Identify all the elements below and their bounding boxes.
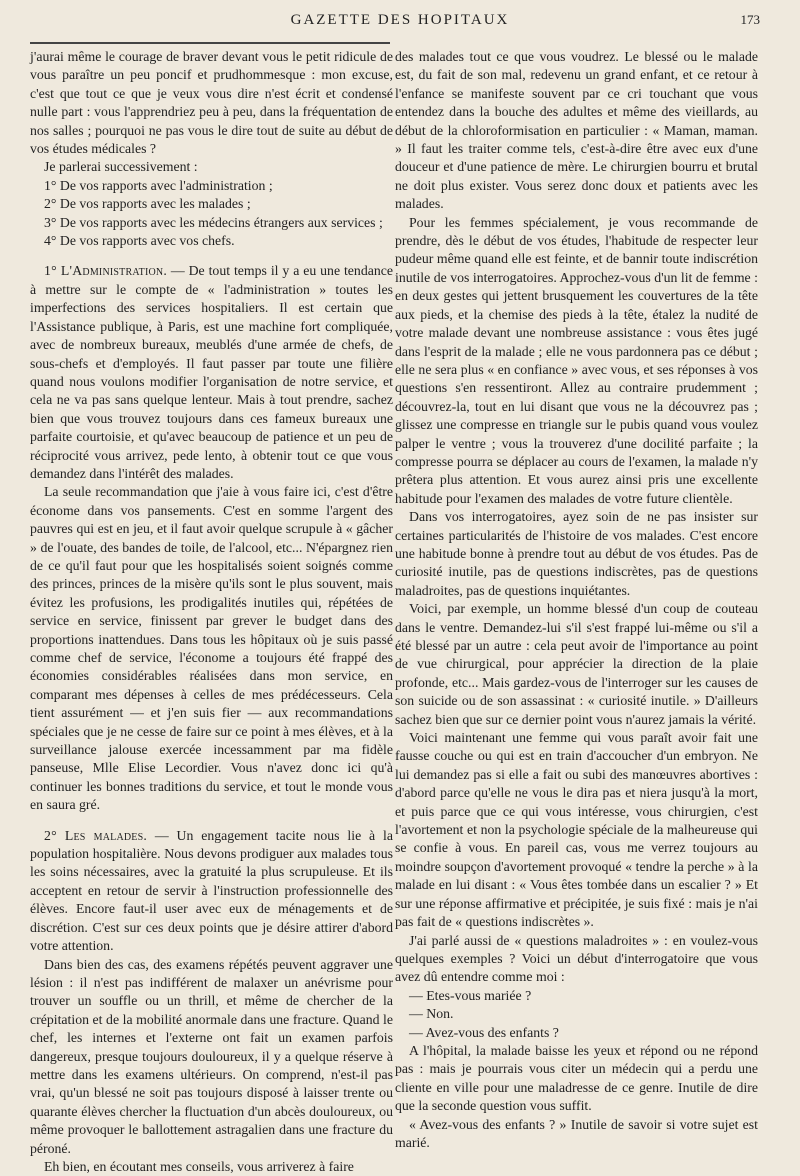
list-item: 1° De vos rapports avec l'administration ; <box>44 177 273 193</box>
dialogue-line: — Etes-vous mariée ? <box>409 987 532 1003</box>
paragraph: La seule recommandation que j'aie à vous faire ici, c'est d'être économe dans vos pansements. C'est en somme l'argent des pauvres qui est en jeu, et il faut avoir quelque scrupule à « gâcher » de l'ouate, des bandes de toile, de l'alcool, etc... N'épargnez rien de ce qu'il faut pour que les hospitalisés soient soignés comme des princes, princes de la misère qu'ils sont le plus souvent, mais évitez les profusions, les prodigalités inutiles qui, répétées de service en service, finissent par grever le budget dans des proportions inattendues. Dans tous les hôpitaux où je suis passé comme chef de service, l'économe a toujours été frappé des économies considérables réalisées dans mon service, en comparant mes dépenses à celles de mes prédécesseurs. Cela tient assurément — et j'en suis fier — aux recommandations spéciales que je ne cesse de faire sur ce point à mes élèves, et à la surveillance jalouse exercée incessamment par ma fidèle panseuse, Mlle Elise Lecordier. Vous n'avez donc ici qu'à continuer les bonnes traditions du service, et tout le monde vous en saura gré. <box>30 484 393 813</box>
paragraph: Dans vos interrogatoires, ayez soin de ne pas insister sur certaines particularités de l'histoire de vos malades. C'est encore une habitude bonne à prendre tout au début de vos études. Pas de curiosité inutile, pas de questions indiscrètes, pas de questions maladroites, pas de questions inquiétantes. <box>395 509 758 598</box>
dialogue-line: — Non. <box>409 1006 454 1022</box>
right-column <box>395 48 758 1152</box>
page-header <box>40 12 760 36</box>
journal-title: GAZETTE DES HOPITAUX <box>290 12 510 28</box>
paragraph: Dans bien des cas, des examens répétés peuvent aggraver une lésion : il n'est pas indifférent de malaxer un anévrisme pour trouver un souffle ou un thrill, et même de chercher de la crépitation et de la mobilité anormale dans une fracture. Quand le chef, les internes et l'externe ont fait un examen parfois dangereux, presque toujours douloureux, il y a quelque réserve à mettre dans les examens ultérieurs. On comprend, n'est-il pas vrai, qu'un blessé ne soit pas toujours disposé à laisser trente ou quarante élèves chercher la fluctuation d'un abcès douloureux, ou même provoquer le ballottement astragalien dans une fracture du péroné. <box>30 956 393 1156</box>
dialogue-line: — Avez-vous des enfants ? <box>409 1024 559 1040</box>
spacer <box>30 250 393 262</box>
paragraph: A l'hôpital, la malade baisse les yeux et répond ou ne répond pas : mais je pourrais vous citer un médecin qui a perdu une cliente en ville pour une maladresse de ce genre. Inutile de dire que la seconde question vous suffit. <box>395 1042 758 1114</box>
paragraph: des malades tout ce que vous voudrez. Le blessé ou le malade est, du fait de son mal, redevenu un grand enfant, et ce retour à l'enfance se manifeste souvent par ce cri touchant que vous entendez dans la bouche des adultes et même des vieillards, au début de la chloroformisation en particulier : « Maman, maman. » Il faut les traiter comme tels, c'est-à-dire être avec eux d'une douceur et d'une patience de mère. Le chirurgien bourru et brutal ne doit plus exister. Vous serez donc doux et patients avec les malades. <box>395 49 758 212</box>
list-item: 4° De vos rapports avec vos chefs. <box>44 233 235 249</box>
section-heading: 1° L'Administration. <box>44 263 167 279</box>
page-number: 173 <box>740 12 760 27</box>
paragraph: Pour les femmes spécialement, je vous recommande de prendre, dès le début de vos études, l'habitude de respecter leur pudeur même quand elle est feinte, et de bannir toute indiscrétion inutile de vos interrogatoires. Approchez-vous d'un lit de femme : en deux gestes qui jettent brusquement les couvertures de la tête aux pieds, et la chemise des pieds à la tête, étalez la nudité de votre malade devant une nombreuse assistance : vous êtes jugé dans l'esprit de la malade ; elle ne vous pardonnera pas ce début ; elle ne sera plus « en confiance » avec vous, et ses réponses à vos questions s'en ressentiront. Allez au contraire prudemment ; découvrez-la, tout en lui disant que vous ne la découvrez pas ; glissez une compresse en triangle sur le pubis quand vous voulez palper le ventre ; vous la trouverez d'une docilité parfaite ; la compresse pourra se déplacer au cours de l'examen, la malade n'y prêtera plus attention. Et vous aurez ainsi pris une excellente habitude pour l'examen des malades de votre future clientèle. <box>395 214 758 506</box>
left-column <box>30 48 393 1176</box>
paragraph: Eh bien, en écoutant mes conseils, vous arriverez à faire <box>44 1158 354 1174</box>
section-text: — Un engagement tacite nous lie à la population hospitalière. Nous devons prodiguer aux malades tous les soins nécessaires, avec la gratuité la plus scrupuleuse. Et ils acceptent en retour de servir à l'instruction professionnelle des élèves. Encore faut-il user avec eux de ménagements et de discrétion. C'est sur ces deux points que je désire attirer d'abord votre attention. <box>30 827 393 954</box>
paragraph: J'ai parlé aussi de « questions maladroites » : en voulez-vous quelques exemples ? Voici un début d'interrogatoire que vous avez dû entendre comme moi : <box>395 932 758 985</box>
spacer <box>30 815 393 827</box>
paragraph: Voici, par exemple, un homme blessé d'un coup de couteau dans le ventre. Demandez-lui s'il s'est frappé lui-même ou s'il a été blessé par un autre : cela peut avoir de l'importance au point de vue chirurgical, pour apprécier la direction de la plaie profonde, etc... Mais gardez-vous de l'interroger sur les causes de son suicide ou de son assassinat : « curiosité inutile. » D'ailleurs sachez bien que sur ce dernier point vous n'aurez jamais la vérité. <box>395 601 758 727</box>
paragraph: Je parlerai successivement : <box>44 159 198 175</box>
paragraph: Voici maintenant une femme qui vous paraît avoir fait une fausse couche ou qui est en train d'accoucher d'un embryon. Ne lui demandez pas si elle a fait ou subi des manœuvres abortives : d'abord parce qu'elle ne vous le dira pas et niera jusqu'à la mort, et puis parce que ce qui vous intéresse, vous chirurgien, c'est l'avortement et non la psychologie spéciale de la malheureuse qui se confie à vous. En pareil cas, vous me verrez toujours au moindre soupçon d'avortement provoqué « tendre la perche » à la malade en lui disant : « Vous êtes tombée dans un escalier ? » Et sur une réponse affirmative et précipitée, je suis fixé : mais je n'ai pas fait de « questions indiscrètes ». <box>395 730 758 930</box>
paragraph: « Avez-vous des enfants ? » Inutile de savoir si votre sujet est marié. <box>395 1116 758 1150</box>
section-paragraph <box>30 262 393 483</box>
section-text: — De tout temps il y a eu une tendance à mettre sur le compte de « l'administration » toutes les imperfections des services hospitaliers. Il est certain que l'Assistance publique, à Paris, est une machine fort compliquée, avec de nombreux bureaux, meublés d'une armée de chefs, de sous-chefs et d'employés. Il faut passer par toute une filière quand nous voulons modifier l'organisation de notre service, et cela ne va pas sans quelque lenteur. Mais à tout prendre, sachez bien que vous trouvez toujours dans ces fameux bureaux une parfaite courtoisie, et qu'avec beaucoup de patience et un peu de réciprocité vous arrivez, pede lento, à obtenir tout ce que vous demandez dans l'intérêt des malades. <box>30 263 393 481</box>
header-rule <box>30 42 390 44</box>
section-paragraph <box>30 827 393 956</box>
list-item: 3° De vos rapports avec les médecins étrangers aux services ; <box>44 214 383 230</box>
paragraph: j'aurai même le courage de braver devant vous le petit ridicule de vous paraître un peu poncif et prudhommesque : mon excuse, c'est que tout ce que je veux vous dire n'est écrit et condensé nulle part : vous l'apprendriez peu à peu, dans la fréquentation de nos salles ; pourquoi ne pas vous le dire tout de suite au début de vos études médicales ? <box>30 49 393 157</box>
section-heading: 2° Les malades. <box>44 827 148 843</box>
list-item: 2° De vos rapports avec les malades ; <box>44 196 251 212</box>
